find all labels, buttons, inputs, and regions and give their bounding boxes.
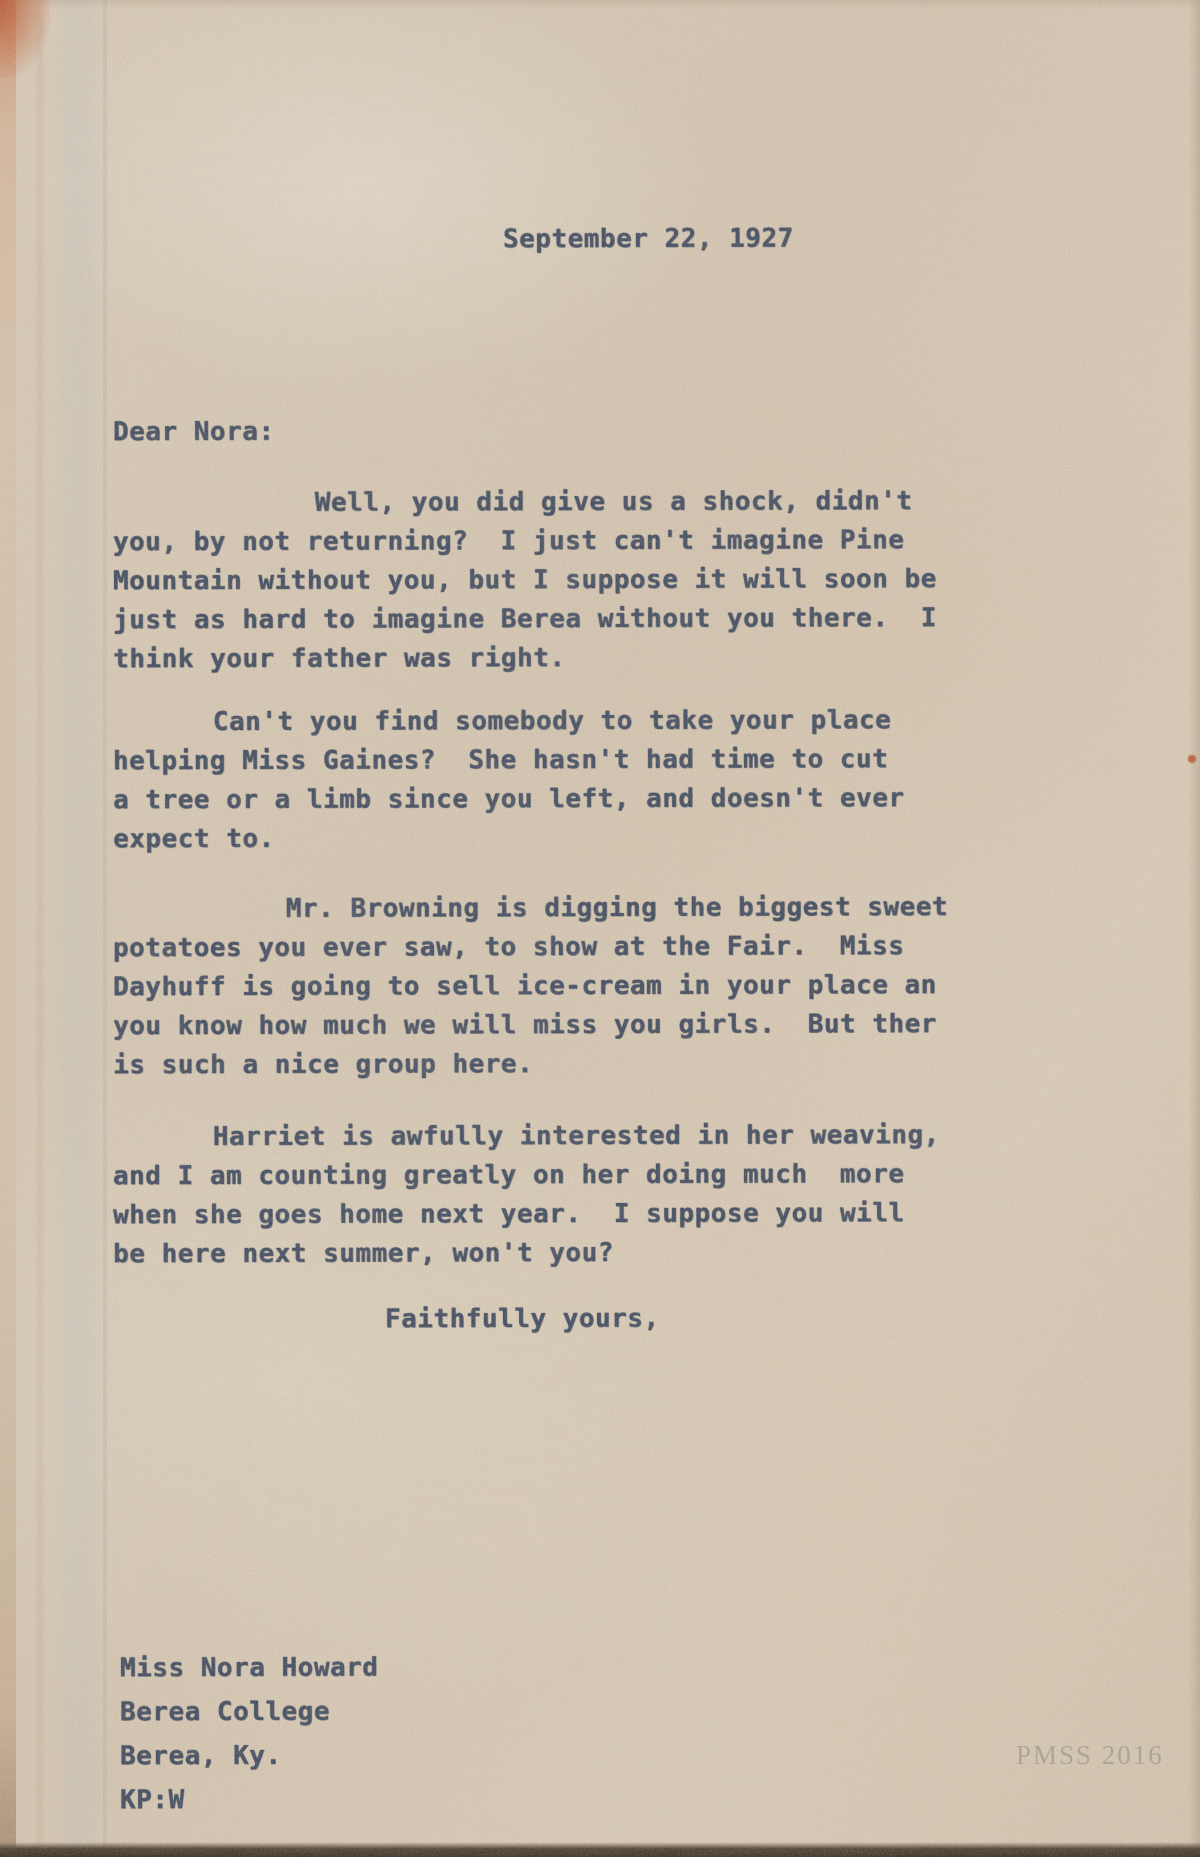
scan-streak: [34, 0, 46, 1857]
scan-streak: [54, 0, 102, 1857]
scan-edge-left: [0, 0, 16, 1857]
letter-paragraph-4: Harriet is awfully interested in her weaving, and I am counting greatly on her doing much more when she goes home next year. I suppose you will be here next summer, won't you?: [112, 1120, 940, 1270]
paper-speck: [1187, 754, 1197, 764]
recipient-address: Berea, Ky.: [119, 1740, 282, 1772]
recipient-name: Miss Nora Howard: [119, 1652, 379, 1684]
recipient-institution: Berea College: [119, 1696, 331, 1728]
letter-paragraph-1: Well, you did give us a shock, didn't you, by not returning? I just can't imagine Pine Mountain without you, but I suppose it will soon be just as hard to imagine Berea without you there. I think your father was right.: [112, 486, 937, 675]
archive-watermark: PMSS 2016: [1016, 1740, 1164, 1770]
scan-corner-stain: [0, 0, 50, 78]
typist-initials: KP:W: [119, 1785, 185, 1816]
letter-footer-block: [120, 1646, 378, 1822]
scan-edge-right: [1188, 0, 1200, 1857]
scan-streak: [103, 0, 107, 1857]
scan-edge-top: [0, 0, 1200, 9]
scan-edge-bottom: [0, 1842, 1200, 1857]
letter-salutation: Dear Nora:: [112, 416, 275, 448]
letter-date: September 22, 1927: [502, 223, 794, 255]
letter-paragraph-3: Mr. Browning is digging the biggest sweet potatoes you ever saw, to show at the Fair. Miss Dayhuff is going to sell ice-cream in your place an you know how much we will miss you girls. But ther is such a nice group here.: [112, 892, 949, 1081]
letter-closing: Faithfully yours,: [384, 1303, 660, 1335]
letter-paragraph-2: Can't you find somebody to take your place helping Miss Gaines? She hasn't had time to cut a tree or a limb since you left, and doesn't ever expect to.: [112, 705, 905, 855]
